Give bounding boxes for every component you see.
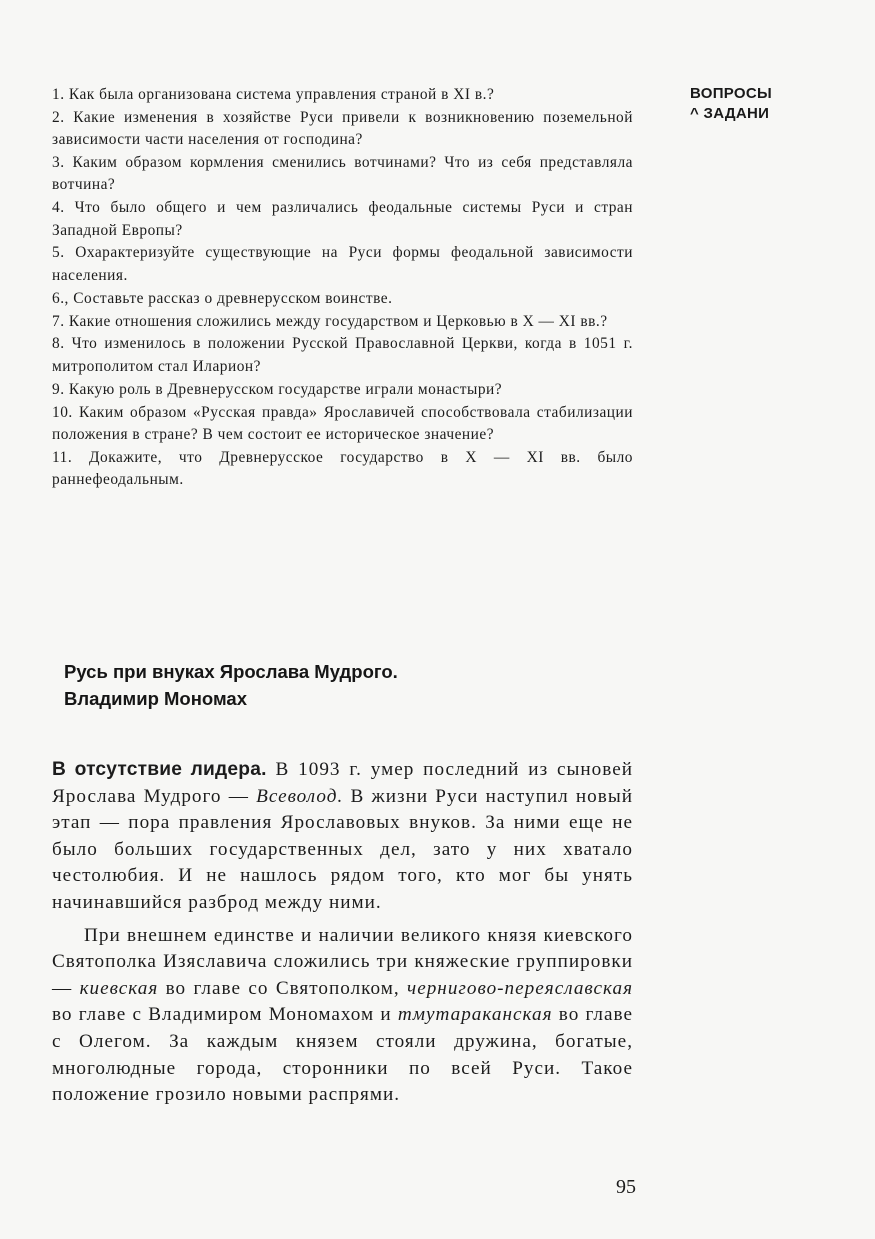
questions-list xyxy=(52,84,633,492)
section-title xyxy=(64,658,624,712)
italic-term: чернигово-переяславская xyxy=(407,977,634,999)
question-item: 11. Докажите, что Древнерусское государство в X — XI вв. было раннефеодальным. xyxy=(52,448,633,488)
question-item: 4. Что было общего и чем различались феодальные системы Руси и стран Западной Европы? xyxy=(52,199,633,239)
paragraph-text: В 1093 г. умер последний из сыновей Ярослава Мудрого — xyxy=(52,759,633,807)
question-item: 9. Какую роль в Древнерусском государстве играли монастыри? xyxy=(52,380,503,398)
question-item: 3. Каким образом кормления сменились вотчинами? Что из себя представляла вотчина? xyxy=(52,154,633,194)
body-text xyxy=(52,757,633,1109)
italic-term: Всеволод. xyxy=(256,785,344,807)
question-item: 5. Охарактеризуйте существующие на Руси формы феодальной зависимости населения. xyxy=(52,244,633,284)
question-item: 2. Какие изменения в хозяйстве Руси привели к возникновению поземельной зависимости части населения от господина? xyxy=(52,108,633,149)
question-item: 8. Что изменилось в положении Русской Православной Церкви, когда в 1051 г. митрополитом стал Иларион? xyxy=(52,335,633,375)
paragraph-text: во главе с Олегом. За каждым князем стояли дружина, богатые, многолюдные города, сторонники по всей Руси. Такое положение грозило новыми распрями. xyxy=(52,1004,633,1106)
paragraph-text: во главе с Владимиром Мономахом и xyxy=(52,1004,398,1026)
question-item: 6., Составьте рассказ о древнерусском воинстве. xyxy=(52,289,393,307)
question-item: 7. Какие отношения сложились между государством и Церковью в X — XI вв.? xyxy=(52,312,608,330)
italic-term: тмутараканская xyxy=(397,1004,553,1026)
paragraph-text: При внешнем единстве и наличии великого князя киевского Святополка Изяславича сложились три княжеские группировки — xyxy=(52,924,633,999)
italic-term: киевская xyxy=(79,977,159,999)
section-title-line1: Русь при внуках Ярослава Мудрого. xyxy=(64,661,398,682)
paragraph-lead: В отсутствие лидера. xyxy=(52,759,267,780)
paragraph-text: во главе со Святополком, xyxy=(158,977,408,999)
sidebar-label-line2: ^ ЗАДАНИ xyxy=(690,105,770,122)
paragraph-2 xyxy=(52,923,633,1109)
questions-sidebar-label xyxy=(690,84,830,124)
paragraph-text: В жизни Руси наступил новый этап — пора правления Ярославовых внуков. За ними еще не было больших государственных дел, зато у них хватало честолюбия. И не нашлось рядом того, кто мог бы унять начинавшийся разброд между ними. xyxy=(52,785,633,913)
question-item: 10. Каким образом «Русская правда» Ярославичей способствовала стабилизации положения в стране? В чем состоит ее историческое значение? xyxy=(52,403,633,443)
section-title-line2: Владимир Мономах xyxy=(64,688,247,709)
question-item: 1. Как была организована система управления страной в XI в.? xyxy=(52,86,495,103)
paragraph-1 xyxy=(52,757,633,917)
sidebar-label-line1: ВОПРОСЫ xyxy=(690,85,772,102)
page-number: 95 xyxy=(616,1176,636,1198)
